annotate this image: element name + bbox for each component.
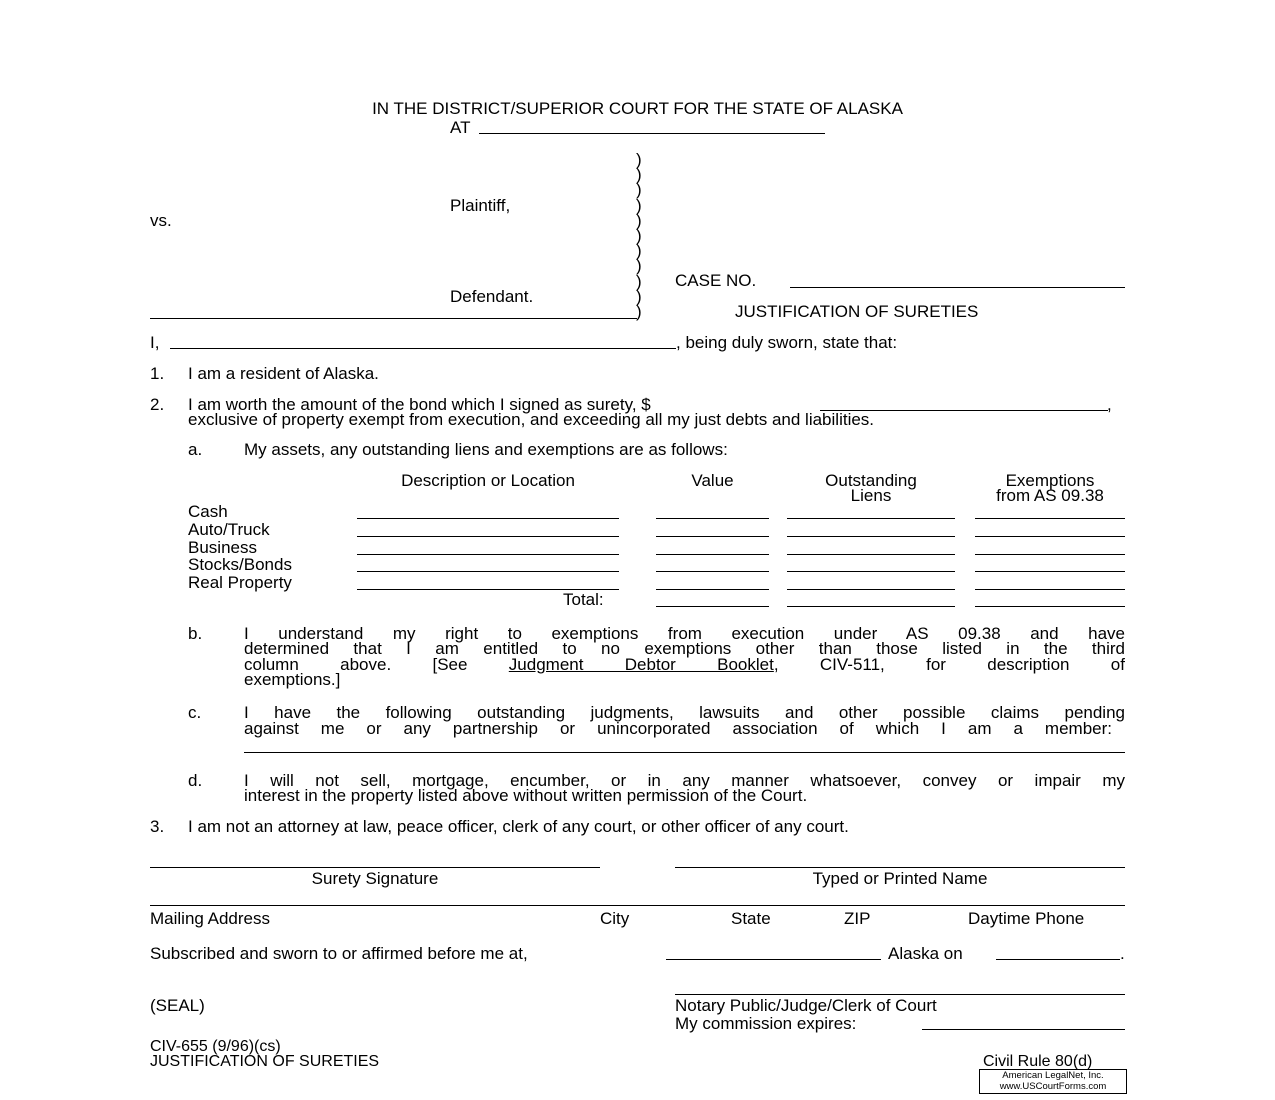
- real-property-description-field[interactable]: [357, 589, 619, 590]
- intro-prefix: I,: [150, 333, 160, 352]
- mailing-address-field[interactable]: [150, 905, 1125, 906]
- defendant-name-field[interactable]: [150, 318, 637, 319]
- business-description-field[interactable]: [357, 554, 619, 555]
- seal-label: (SEAL): [150, 996, 205, 1015]
- item-2-text-line2: exclusive of property exempt from execution, and exceeding all my just debts and liabilities.: [188, 410, 875, 429]
- item-1-text: I am a resident of Alaska.: [188, 364, 379, 383]
- item-2b-line4: exemptions.]: [244, 670, 341, 689]
- item-2b-label: b.: [188, 624, 203, 643]
- judgment-debtor-booklet-title: Judgment Debtor Booklet: [508, 655, 774, 674]
- item-2d-label: d.: [188, 771, 203, 790]
- zip-label: ZIP: [844, 909, 871, 928]
- defendant-label: Defendant.: [450, 287, 534, 306]
- item-2b-line2: determined that I am entitled to no exemptions other than those listed in the third: [244, 639, 1125, 658]
- city-label: City: [600, 909, 630, 928]
- real-property-liens-field[interactable]: [787, 589, 955, 590]
- stocks-description-field[interactable]: [357, 571, 619, 572]
- item-2b-line3-end: , CIV-511, for description of: [773, 655, 1125, 674]
- surety-name-field[interactable]: [170, 348, 676, 349]
- mailing-address-label: Mailing Address: [150, 909, 271, 928]
- auto-value-field[interactable]: [656, 536, 769, 537]
- case-no-label: CASE NO.: [675, 271, 757, 290]
- cash-exemptions-field[interactable]: [975, 518, 1125, 519]
- intro-suffix: , being duly sworn, state that:: [676, 333, 898, 352]
- item-2c-line1: I have the following outstanding judgments, lawsuits and other possible claims pending: [244, 703, 1125, 722]
- stocks-exemptions-field[interactable]: [975, 571, 1125, 572]
- caption-parentheses: ) ) ) ) ) ) ) ) ) ) ): [636, 150, 642, 322]
- auto-liens-field[interactable]: [787, 536, 955, 537]
- stocks-liens-field[interactable]: [787, 571, 955, 572]
- form-code: CIV-655 (9/96)(cs): [150, 1038, 281, 1055]
- officer-signature-field[interactable]: [675, 994, 1125, 995]
- item-2-text-line1: I am worth the amount of the bond which I signed as surety, $: [188, 395, 651, 414]
- court-title: IN THE DISTRICT/SUPERIOR COURT FOR THE STATE OF ALASKA: [372, 99, 903, 118]
- item-2c-label: c.: [188, 703, 202, 722]
- form-title: JUSTIFICATION OF SURETIES: [150, 1053, 380, 1070]
- real-property-value-field[interactable]: [656, 589, 769, 590]
- daytime-phone-label: Daytime Phone: [968, 909, 1085, 928]
- case-number-field[interactable]: [790, 287, 1125, 288]
- col-header-liens-2: Liens: [850, 486, 892, 505]
- vs-label: vs.: [150, 211, 172, 230]
- publisher-name: American LegalNet, Inc.: [1002, 1070, 1104, 1081]
- cash-description-field[interactable]: [357, 518, 619, 519]
- item-2d-line1: I will not sell, mortgage, encumber, or in any manner whatsoever, convey or impair my: [244, 771, 1125, 790]
- business-liens-field[interactable]: [787, 554, 955, 555]
- printed-name-field[interactable]: [675, 867, 1125, 868]
- total-exemptions-field[interactable]: [975, 606, 1125, 607]
- row-label-stocks-bonds: Stocks/Bonds: [188, 555, 292, 574]
- commission-expires-label: My commission expires:: [675, 1014, 857, 1033]
- claims-pending-field[interactable]: [244, 752, 1125, 753]
- col-header-value: Value: [691, 471, 734, 490]
- jurat-text: Subscribed and sworn to or affirmed before me at,: [150, 944, 528, 963]
- cash-value-field[interactable]: [656, 518, 769, 519]
- item-3-text: I am not an attorney at law, peace officer, clerk of any court, or other officer of any court.: [188, 817, 849, 836]
- surety-signature-field[interactable]: [150, 867, 600, 868]
- business-value-field[interactable]: [656, 554, 769, 555]
- commission-expires-field[interactable]: [922, 1029, 1125, 1030]
- total-label: Total:: [563, 590, 604, 609]
- publisher-website: www.USCourtForms.com: [999, 1080, 1107, 1092]
- item-2-number: 2.: [150, 395, 165, 414]
- item-2d-line2: interest in the property listed above without written permission of the Court.: [244, 786, 808, 805]
- jurat-alaska-on: Alaska on: [888, 944, 963, 963]
- civil-rule: Civil Rule 80(d): [983, 1053, 1093, 1070]
- item-3-number: 3.: [150, 817, 165, 836]
- stocks-value-field[interactable]: [656, 571, 769, 572]
- row-label-auto-truck: Auto/Truck: [188, 520, 270, 539]
- business-exemptions-field[interactable]: [975, 554, 1125, 555]
- total-value-field[interactable]: [656, 606, 769, 607]
- auto-description-field[interactable]: [357, 536, 619, 537]
- item-2b-line1: I understand my right to exemptions from execution under AS 09.38 and have: [244, 624, 1125, 643]
- item-2b-line3: [244, 656, 1125, 673]
- item-2c-line2: against me or any partnership or unincorporated association of which I am a member:: [244, 719, 1112, 738]
- item-1-number: 1.: [150, 364, 165, 383]
- col-header-exemptions-2: from AS 09.38: [996, 486, 1104, 505]
- row-label-cash: Cash: [188, 502, 228, 521]
- col-header-exemptions-1: Exemptions: [1005, 471, 1095, 490]
- col-header-liens-1: Outstanding: [825, 471, 917, 490]
- document-title: JUSTIFICATION OF SURETIES: [735, 302, 979, 321]
- sworn-location-field[interactable]: [666, 959, 881, 960]
- row-label-business: Business: [188, 538, 257, 557]
- officer-title-label: Notary Public/Judge/Clerk of Court: [675, 996, 937, 1015]
- item-2a-label: a.: [188, 440, 203, 459]
- real-property-exemptions-field[interactable]: [975, 589, 1125, 590]
- jurat-period: .: [1120, 944, 1125, 963]
- total-liens-field[interactable]: [787, 606, 955, 607]
- printed-name-label: Typed or Printed Name: [812, 869, 988, 888]
- state-label: State: [731, 909, 771, 928]
- at-label: AT: [450, 118, 471, 137]
- surety-signature-label: Surety Signature: [311, 869, 439, 888]
- item-2a-text: My assets, any outstanding liens and exemptions are as follows:: [244, 440, 728, 459]
- sworn-date-field[interactable]: [996, 959, 1120, 960]
- publisher-stamp: [979, 1069, 1127, 1094]
- item-2-comma: ,: [1107, 395, 1112, 414]
- item-2b-line3-start: column above. [See: [244, 655, 468, 674]
- plaintiff-label: Plaintiff,: [450, 196, 511, 215]
- at-location-field[interactable]: [479, 133, 825, 134]
- col-header-description: Description or Location: [401, 471, 575, 490]
- auto-exemptions-field[interactable]: [975, 536, 1125, 537]
- cash-liens-field[interactable]: [787, 518, 955, 519]
- row-label-real-property: Real Property: [188, 573, 292, 592]
